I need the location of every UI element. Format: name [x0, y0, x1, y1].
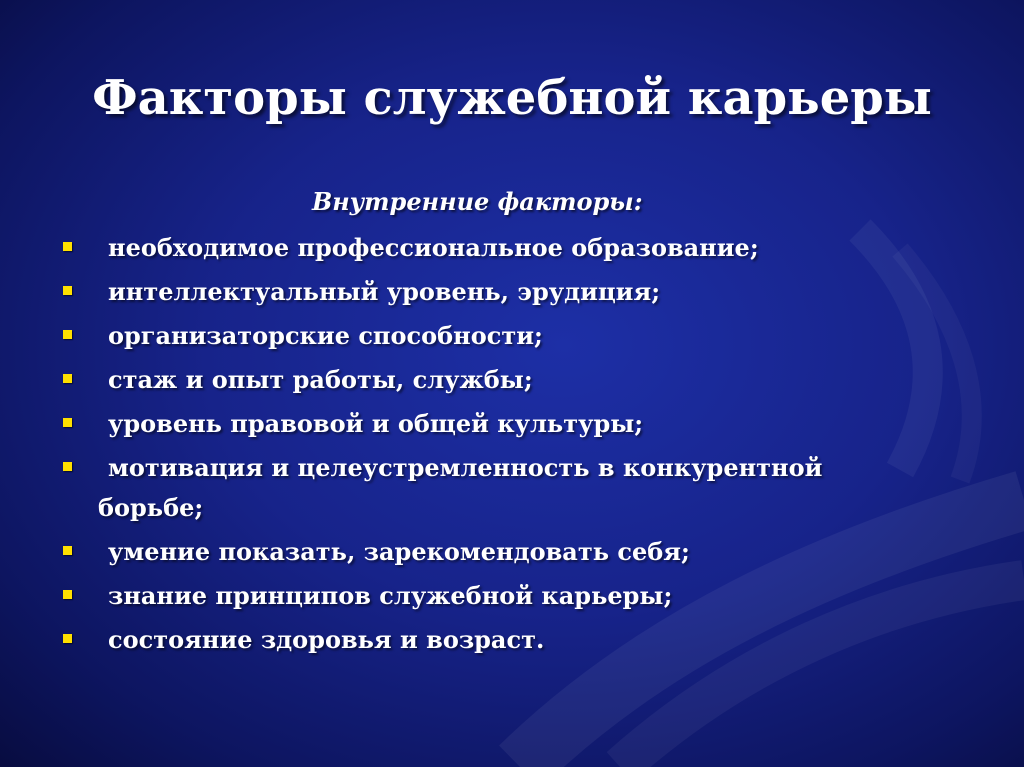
list-item	[60, 575, 960, 619]
list-item	[60, 315, 960, 359]
square-bullet-icon	[63, 462, 72, 471]
list-item-text	[98, 447, 878, 528]
section-subtitle: Внутренние факторы:	[312, 187, 643, 216]
list-item	[60, 531, 960, 575]
list-item	[60, 403, 960, 447]
square-bullet-icon	[63, 590, 72, 599]
list-item	[60, 271, 960, 315]
square-bullet-icon	[63, 634, 72, 643]
list-item-text: знание принципов служебной карьеры;	[108, 581, 673, 610]
square-bullet-icon	[63, 242, 72, 251]
factor-list	[60, 227, 960, 663]
list-item-text: уровень правовой и общей культуры;	[108, 409, 644, 438]
list-item-text: стаж и опыт работы, службы;	[108, 365, 533, 394]
slide-title: Факторы служебной карьеры	[92, 70, 932, 126]
list-item-text-continuation: борьбе;	[98, 493, 204, 522]
square-bullet-icon	[63, 546, 72, 555]
list-item-text: умение показать, зарекомендовать себя;	[108, 537, 690, 566]
list-item	[60, 619, 960, 663]
list-item	[60, 447, 960, 531]
list-item-text: организаторские способности;	[108, 321, 543, 350]
square-bullet-icon	[63, 286, 72, 295]
list-item-text-line: мотивация и целеустремленность в конкурентной	[108, 453, 823, 482]
list-item-text: состояние здоровья и возраст.	[108, 625, 545, 654]
list-item	[60, 227, 960, 271]
square-bullet-icon	[63, 374, 72, 383]
square-bullet-icon	[63, 330, 72, 339]
list-item-text: необходимое профессиональное образование;	[108, 233, 759, 262]
square-bullet-icon	[63, 418, 72, 427]
list-item	[60, 359, 960, 403]
list-item-text: интеллектуальный уровень, эрудиция;	[108, 277, 661, 306]
